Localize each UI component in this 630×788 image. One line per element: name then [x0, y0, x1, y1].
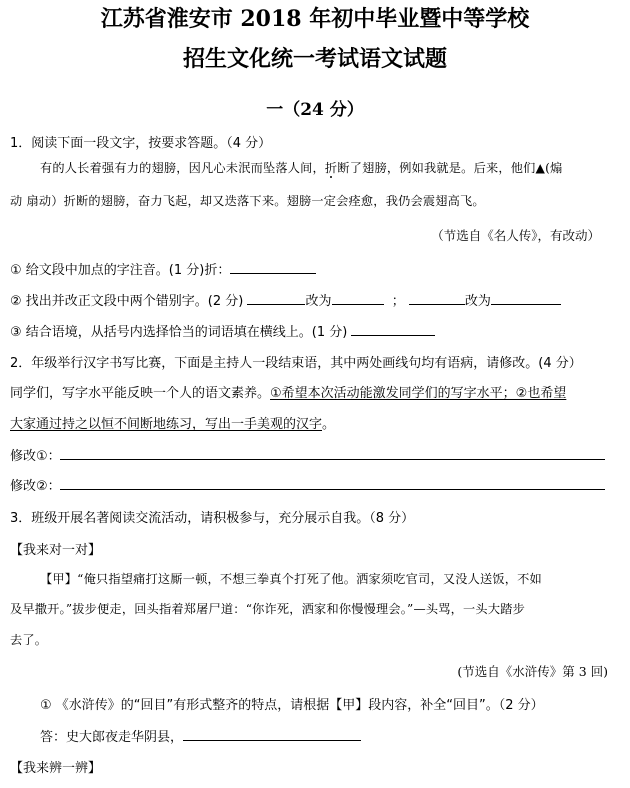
- q2-underlined-sentence-2: 大家通过持之以恒不间断地练习，写出一手美观的汉字: [10, 417, 323, 432]
- q1-sub3-answer-blank[interactable]: [351, 322, 435, 336]
- q1-sub1-label: ① 给文段中加点的字注音。(1 分)折：: [10, 263, 231, 278]
- q1-sub2-label: ② 找出并改正文段中两个错别字。(2 分): [10, 294, 244, 309]
- q1-sub2-gai1: 改为: [305, 294, 332, 309]
- q1-sub2-right1-blank[interactable]: [332, 291, 384, 305]
- q3-passage-line2: 及早撒开。”拔步便走，回头指着郑屠尸道：“你诈死，洒家和你慢慢理会。”—头骂，一头大踏步: [10, 602, 525, 616]
- q1-passage-part-c: (煽: [545, 161, 563, 175]
- q3-sub1-prompt: ① 《水浒传》的“回目”有形式整齐的特点，请根据【甲】段内容，补全“回目”。（2 分）: [40, 698, 544, 713]
- q1-fill-marker: ▲: [535, 161, 546, 175]
- q1-sub3-label: ③ 结合语境，从括号内选择恰当的词语填在横线上。(1 分): [10, 325, 348, 340]
- q2-fix2-label: 修改②：: [10, 479, 61, 494]
- exam-title-line2: 招生文化统一考试语文试题: [182, 46, 447, 72]
- exam-title-line1: 江苏省淮安市 2018 年初中毕业暨中等学校: [100, 6, 530, 32]
- q3-answer-blank[interactable]: [183, 727, 361, 741]
- q3-passage-line1: 【甲】“俺只指望痛打这厮一顿，不想三拳真个打死了他。洒家须吃官司，又没人送饭，不如: [40, 572, 542, 586]
- q2-fix2-answer-line[interactable]: [60, 489, 605, 490]
- q1-passage-part-b: 断了翅膀，例如我就是。后来，他们: [337, 161, 536, 175]
- q2-text-plain: 同学们，写字水平能反映一个人的语文素养。: [10, 386, 271, 401]
- q3-part2-heading: 【我来辨一辨】: [10, 761, 102, 776]
- q1-dotted-char: 折: [324, 161, 338, 175]
- q1-sub2-right2-blank[interactable]: [491, 291, 561, 305]
- q1-sub1-answer-blank[interactable]: [230, 260, 316, 274]
- q2-text-line1: [10, 382, 566, 401]
- q2-underlined-sentence-1: ①希望本次活动能激发同学们的写字水平；②也希望: [270, 386, 567, 401]
- q3-answer: [40, 726, 361, 745]
- q3-part1-heading: 【我来对一对】: [10, 543, 102, 558]
- q1-source: （节选自《名人传》，有改动）: [431, 228, 600, 243]
- q1-sub1: [10, 259, 316, 278]
- q2-text-end: 。: [322, 417, 336, 432]
- q1-sub2-gai2: 改为: [464, 294, 491, 309]
- q2-text-line2: [10, 413, 335, 432]
- q1-passage-part-a: 有的人长着强有力的翅膀，因凡心未泯而坠落人间，: [40, 161, 325, 175]
- q1-sub3: [10, 321, 435, 340]
- q2-prompt: 2．年级举行汉字书写比赛，下面是主持人一段结束语，其中两处画线句均有语病，请修改。(4 分）: [10, 356, 582, 371]
- section-heading: 一（24 分）: [266, 100, 364, 120]
- q2-fix1-label: 修改①：: [10, 449, 61, 464]
- q3-source: (节选自《水浒传》第 3 回): [457, 664, 608, 679]
- q2-fix1-answer-line[interactable]: [60, 459, 605, 460]
- q1-passage-line1: [40, 159, 562, 176]
- q1-sub2-wrong1-blank[interactable]: [247, 291, 305, 305]
- q1-prompt: 1．阅读下面一段文字，按要求答题。（4 分）: [10, 136, 272, 151]
- q1-sub2-wrong2-blank[interactable]: [409, 291, 465, 305]
- q1-sub2-separator: ；: [391, 294, 405, 309]
- q1-sub2: [10, 290, 561, 309]
- q3-prompt: 3．班级开展名著阅读交流活动，请积极参与，充分展示自我。（8 分）: [10, 511, 415, 526]
- q3-answer-label: 答：史大郎夜走华阴县，: [40, 730, 184, 745]
- q1-passage-line2: 动 扇动）折断的翅膀，奋力飞起，却又迭落下来。翅膀一定会痊愈，我仍会震翅高飞。: [10, 194, 485, 208]
- q3-passage-line3: 去了。: [10, 633, 48, 647]
